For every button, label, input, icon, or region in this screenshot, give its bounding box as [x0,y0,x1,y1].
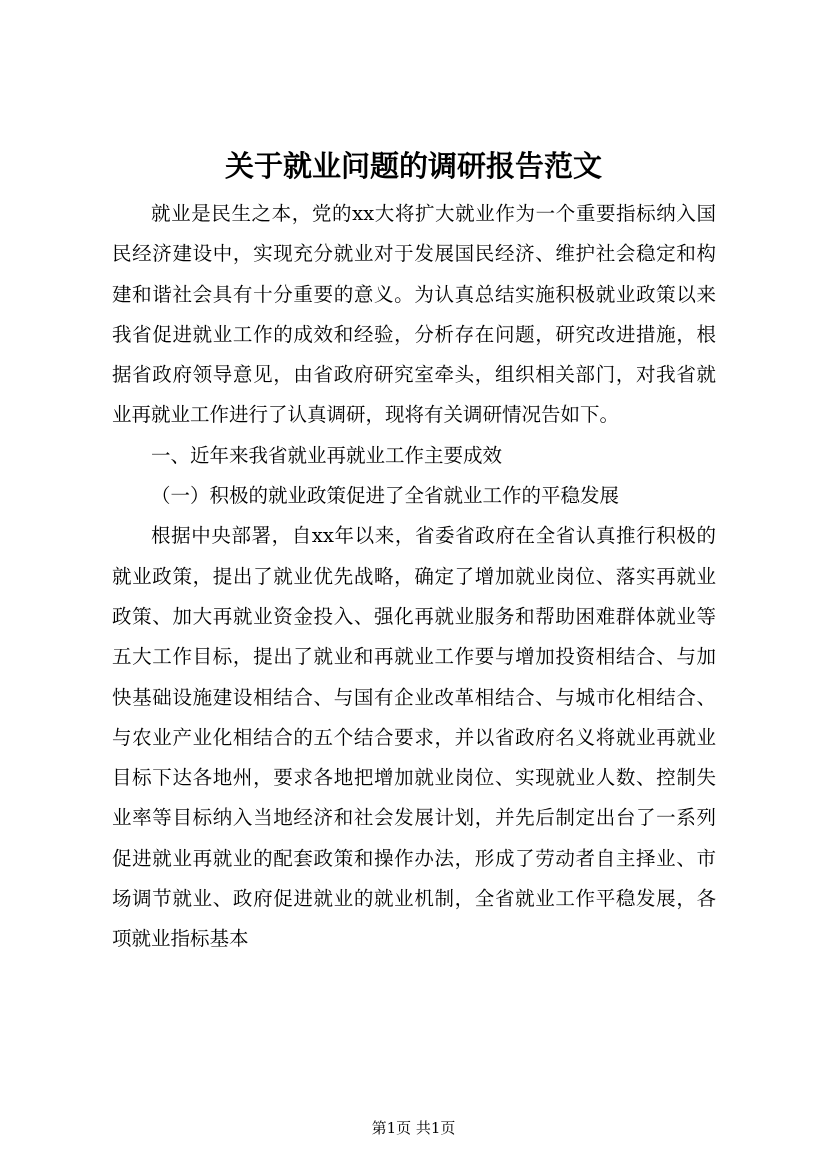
document-body [112,194,716,960]
page-footer: 第1页 共1页 [371,1119,456,1137]
intro-paragraph: 就业是民生之本，党的xx大将扩大就业作为一个重要指标纳入国民经济建设中，实现充分就业对于发展国民经济、维护社会稳定和构建和谐社会具有十分重要的意义。为认真总结实施积极就业政策以来我省促进就业工作的成效和经验，分析存在问题，研究改进措施，根据省政府领导意见，由省政府研究室牵头，组织相关部门，对我省就业再就业工作进行了认真调研，现将有关调研情况告如下。 [112,202,716,427]
body-paragraph: 根据中央部署，自xx年以来，省委省政府在全省认真推行积极的就业政策，提出了就业优先战略，确定了增加就业岗位、落实再就业政策、加大再就业资金投入、强化再就业服务和帮助困难群体就业等五大工作目标，提出了就业和再就业工作要与增加投资相结合、与加快基础设施建设相结合、与国有企业改革相结合、与城市化相结合、与农业产业化相结合的五个结合要求，并以省政府名义将就业再就业目标下达各地州，要求各地把增加就业岗位、实现就业人数、控制失业率等目标纳入当地经济和社会发展计划，并先后制定出台了一系列促进就业再就业的配套政策和操作办法，形成了劳动者自主择业、市场调节就业、政府促进就业的就业机制，全省就业工作平稳发展，各项就业指标基本 [112,524,716,951]
document-title: 关于就业问题的调研报告范文 [224,149,602,183]
section-heading: 一、近年来我省就业再就业工作主要成效 [151,443,503,467]
subsection-heading: （一）积极的就业政策促进了全省就业工作的平稳发展 [151,484,620,508]
